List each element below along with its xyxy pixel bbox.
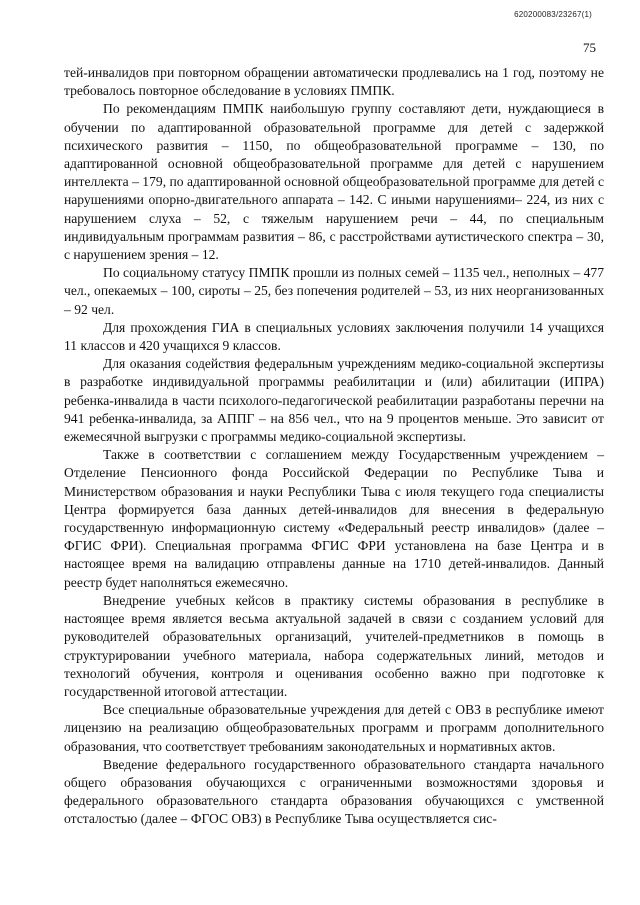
- page-number: 75: [583, 40, 596, 55]
- document-body: [64, 64, 604, 829]
- document-id: 620200083/23267(1): [514, 10, 592, 19]
- paragraph: Для оказания содействия федеральным учреждениям медико-социальной экспертизы в разработке индивидуальной программы реабилитации и (или) абилитации (ИПРА) ребенка-инвалида в части психолого-педагогической реабилитации разработаны перечни на 941 ребенка-инвалида, за АППГ – на 856 чел., что на 9 процентов меньше. Это зависит от ежемесячной выгрузки с программы медико-социальной экспертизы.: [64, 356, 604, 445]
- paragraph: тей-инвалидов при повторном обращении автоматически продлевались на 1 год, поэтому не требовалось повторное обследование в условиях ПМПК.: [64, 65, 604, 99]
- paragraph: По рекомендациям ПМПК наибольшую группу составляют дети, нуждающиеся в обучении по адаптированной образовательной программе для детей с задержкой психического развития – 1150, по общеобразовательной программе – 130, по адаптированной основной общеобразовательной программе для детей с нарушением интеллекта – 179, по адаптированной основной общеобразовательной программе для детей с нарушениями опорно-двигательного аппарата – 142. С иными нарушениями– 224, из них с нарушением слуха – 52, с тяжелым нарушением речи – 44, по специальным индивидуальным программам развития – 86, с расстройствами аутистического спектра – 30, с нарушением зрения – 12.: [64, 101, 604, 263]
- paragraph: Также в соответствии с соглашением между Государственным учреждением – Отделение Пенсионного фонда Российской Федерации по Республике Тыва и Министерством образования и науки Республики Тыва с июля текущего года специалисты Центра формируется база данных детей-инвалидов для внесения в федеральную государственную информационную систему «Федеральный реестр инвалидов» (далее – ФГИС ФРИ). Специальная программа ФГИС ФРИ установлена на базе Центра и в настоящее время на валидацию отправлены данные на 1710 детей-инвалидов. Данный реестр будет наполняться ежемесячно.: [64, 447, 604, 590]
- paragraph: По социальному статусу ПМПК прошли из полных семей – 1135 чел., неполных – 477 чел., опекаемых – 100, сироты – 25, без попечения родителей – 53, из них неорганизованных – 92 чел.: [64, 265, 604, 317]
- paragraph: Внедрение учебных кейсов в практику системы образования в республике в настоящее время является весьма актуальной задачей в связи с созданием условий для руководителей образовательных организаций, учителей-предметников в помощь в структурировании учебного материала, набора содержательных линий, методов и технологий обучения, контроля и оценивания особенно важно при подготовке к государственной итоговой аттестации.: [64, 592, 604, 699]
- paragraph: Введение федерального государственного образовательного стандарта начального общего образования обучающихся с ограниченными возможностями здоровья и федерального образовательного стандарта образования обучающихся с умственной отсталостью (далее – ФГОС ОВЗ) в Республике Тыва осуществляется сис-: [64, 756, 604, 827]
- paragraph: Все специальные образовательные учреждения для детей с ОВЗ в республике имеют лицензию на реализацию общеобразовательных программ и программ дополнительного образования, что соответствует требованиям законодательных и нормативных актов.: [64, 702, 604, 754]
- paragraph: Для прохождения ГИА в специальных условиях заключения получили 14 учащихся 11 классов и 420 учащихся 9 классов.: [64, 319, 604, 354]
